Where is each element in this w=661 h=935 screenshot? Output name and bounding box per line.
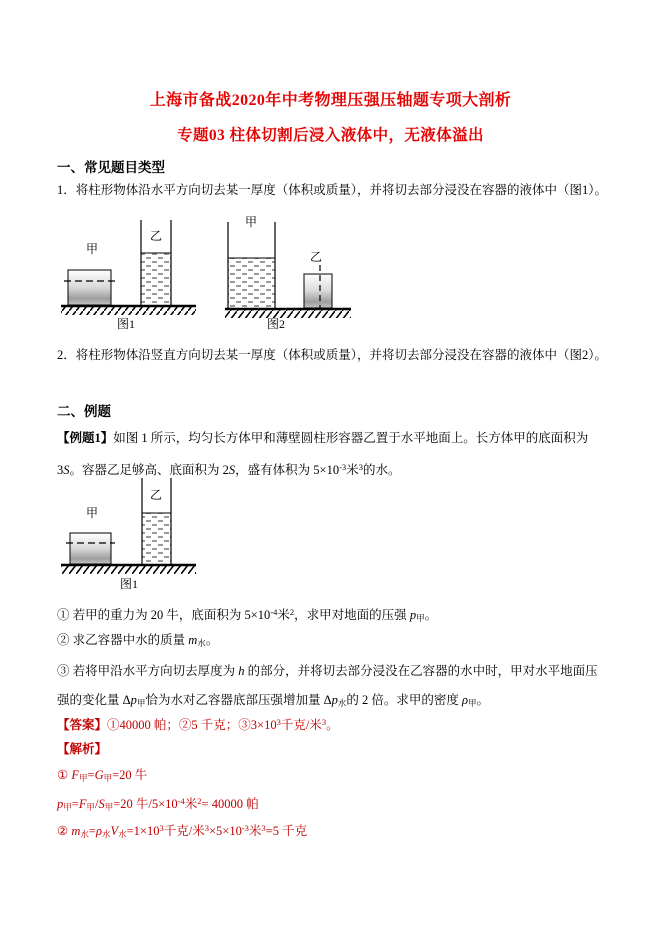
label-yi: 乙: [149, 488, 163, 502]
liquid-yi: [141, 253, 171, 305]
question-3: ③ 若将甲沿水平方向切去厚度为 h 的部分，并将切去部分浸没在乙容器的水中时，甲对水平地面压强的变化量 Δp甲恰为水对乙容器底部压强增加量 Δp水的 2 倍。求甲的密度 ρ甲。: [57, 664, 598, 708]
label-jia: 甲: [85, 506, 99, 520]
liquid-jia: [228, 258, 275, 308]
question-type-item-2: 2．将柱形物体沿竖直方向切去某一厚度（体积或质量），并将切去部分浸没在容器的液体中（图2）。: [57, 348, 608, 362]
figure-1-top: [61, 220, 196, 331]
figure-example: [55, 475, 215, 595]
solution-line-1: ① F甲=G甲=20 牛: [57, 768, 148, 783]
section-heading-examples: 二、例题: [57, 404, 111, 419]
section-heading-question-types: 一、常见题目类型: [57, 160, 165, 175]
document-subtitle: 专题03 柱体切割后浸入液体中，无液体溢出: [177, 127, 484, 144]
label-yi: 乙: [309, 250, 323, 264]
document-title: 上海市备战2020年中考物理压强压轴题专项大剖析: [149, 92, 512, 109]
figure-caption: 图2: [266, 317, 286, 331]
label-jia: 甲: [85, 242, 99, 256]
figure-caption: 图1: [119, 577, 139, 591]
figure-2-top: [225, 215, 351, 331]
ground-hatch: [61, 307, 196, 315]
analysis-heading: 【解析】: [57, 742, 108, 756]
ground-hatch: [225, 310, 351, 318]
ground-hatch: [61, 566, 196, 574]
block-jia: [68, 270, 111, 305]
label-yi: 乙: [149, 229, 163, 243]
solution-line-2: p甲=F甲/S甲=20 牛$/5\times 10^{-4}$米$^2$= 40000 帕: [57, 796, 259, 812]
answer-line: 【答案】①40000 帕；②5 千克；$③3\times 10^3$千克/米$^3$。: [57, 717, 339, 732]
figure-caption: 图1: [116, 317, 136, 331]
question-type-item-1: 1．将柱形物体沿水平方向切去某一厚度（体积或质量），并将切去部分浸没在容器的液体中（图1）。: [57, 183, 608, 197]
liquid-yi: [142, 513, 171, 564]
question-2: ② 求乙容器中水的质量 m水。: [57, 633, 219, 648]
block-jia: [70, 533, 111, 564]
figure-set-top: [55, 212, 415, 336]
label-jia: 甲: [244, 215, 258, 229]
solution-line-3: ② m水=ρ水V水$=1\times 10^3$千克/米$^3\times 5\times 10^{-3}$米$^3$=5 千克: [57, 823, 308, 839]
question-1: ① 若甲的重力为 20 牛，底面积为 $5\times 10^{-4}$米$^2$，求甲对地面的压强 p甲。: [57, 607, 438, 623]
example-problem-text: 【例题1】如图 1 所示，均匀长方体甲和薄壁圆柱形容器乙置于水平地面上。长方体甲的底面积为 3S。容器乙足够高、底面积为 2S，盛有体积为 $5\times 10^{-3}$米$^3$的水。: [57, 431, 589, 477]
block-yi: [304, 274, 332, 308]
